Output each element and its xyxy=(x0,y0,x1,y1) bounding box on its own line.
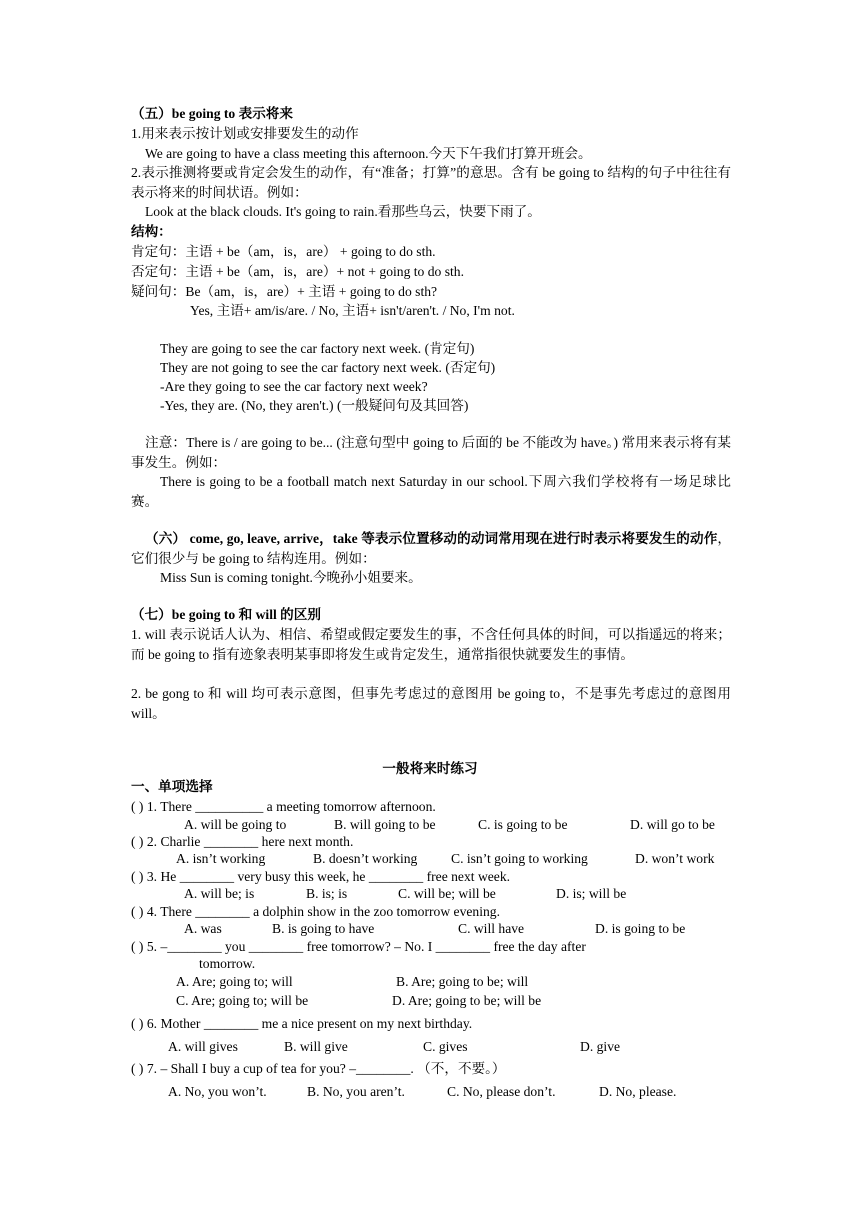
section-6-example: Miss Sun is coming tonight.今晚孙小姐要来。 xyxy=(160,570,422,585)
negative-structure: 否定句：主语 + be（am，is，are）+ not + going to do sth. xyxy=(131,264,464,279)
question-3-stem: ( ) 3. He ________ very busy this week, he ________ free next week. xyxy=(131,869,511,884)
question-7-stem: ( ) 7. – Shall I buy a cup of tea for you? –________. （不，不要。） xyxy=(131,1061,506,1076)
question-4-option-c[interactable]: C. will have xyxy=(458,921,525,936)
section-6-text: ，它们很少与 be going to 结构连用。例如： xyxy=(131,531,731,566)
section-5-point-1: 1.用来表示按计划或安排要发生的动作 xyxy=(131,126,359,141)
question-5-option-d[interactable]: D. Are; going to be; will be xyxy=(392,993,542,1008)
question-structure: 疑问句：Be（am，is，are）+ 主语 + going to do sth? xyxy=(131,284,438,299)
question-5-stem-continued: tomorrow. xyxy=(199,956,256,971)
structure-label: 结构： xyxy=(131,224,172,239)
question-6-option-d[interactable]: D. give xyxy=(580,1039,621,1054)
example-affirmative: They are going to see the car factory next week. (肯定句) xyxy=(160,341,475,356)
question-5-option-a[interactable]: A. Are; going to; will xyxy=(176,974,293,989)
question-3-option-b[interactable]: B. is; is xyxy=(306,886,348,901)
question-3-option-a[interactable]: A. will be; is xyxy=(184,886,255,901)
note-example: There is going to be a football match next Saturday in our school.下周六我们学校将有一场足球比赛。 xyxy=(131,474,731,509)
question-2-option-b[interactable]: B. doesn’t working xyxy=(313,851,418,866)
exercise-title: 一般将来时练习 xyxy=(382,761,478,776)
question-1-option-a[interactable]: A. will be going to xyxy=(184,817,287,832)
question-2-option-a[interactable]: A. isn’t working xyxy=(176,851,266,866)
section-5-example-1: We are going to have a class meeting this afternoon.今天下午我们打算开班会。 xyxy=(145,146,592,161)
example-question: -Are they going to see the car factory next week? xyxy=(160,379,428,394)
question-6-stem: ( ) 6. Mother ________ me a nice present on my next birthday. xyxy=(131,1016,473,1031)
question-2-option-c[interactable]: C. isn’t going to working xyxy=(451,851,588,866)
question-4-option-a[interactable]: A. was xyxy=(184,921,222,936)
question-3-option-d[interactable]: D. is; will be xyxy=(556,886,627,901)
question-1-stem: ( ) 1. There __________ a meeting tomorrow afternoon. xyxy=(131,799,436,814)
question-1-option-d[interactable]: D. will go to be xyxy=(630,817,715,832)
section-7-point-1: 1. will 表示说话人认为、相信、希望或假定要发生的事，不含任何具体的时间，可以指遥远的将来；而 be going to 指有迹象表明某事即将发生或肯定发生，通常指很快就要发生的事情。 xyxy=(131,627,731,662)
exercise-section-title: 一、单项选择 xyxy=(131,779,213,794)
question-4-stem: ( ) 4. There ________ a dolphin show in the zoo tomorrow evening. xyxy=(131,904,500,919)
question-6-option-b[interactable]: B. will give xyxy=(284,1039,348,1054)
question-7-option-b[interactable]: B. No, you aren’t. xyxy=(307,1084,405,1099)
question-5-option-c[interactable]: C. Are; going to; will be xyxy=(176,993,309,1008)
question-5-stem: ( ) 5. –________ you ________ free tomorrow? – No. I ________ free the day after xyxy=(131,939,586,954)
question-4-option-d[interactable]: D. is going to be xyxy=(595,921,686,936)
section-6-paragraph xyxy=(131,529,731,568)
section-5-title: （五）be going to 表示将来 xyxy=(131,106,293,121)
example-negative: They are not going to see the car factory next week. (否定句) xyxy=(160,360,496,375)
question-7-option-d[interactable]: D. No, please. xyxy=(599,1084,677,1099)
note-paragraph: 注意：There is / are going to be... (注意句型中 going to 后面的 be 不能改为 have。) 常用来表示将有某事发生。例如： xyxy=(131,435,731,470)
question-2-option-d[interactable]: D. won’t work xyxy=(635,851,715,866)
question-3-option-c[interactable]: C. will be; will be xyxy=(398,886,496,901)
affirmative-structure: 肯定句：主语 + be（am，is，are） + going to do sth. xyxy=(131,244,436,259)
question-7-option-c[interactable]: C. No, please don’t. xyxy=(447,1084,556,1099)
question-6-option-a[interactable]: A. will gives xyxy=(168,1039,238,1054)
question-6-option-c[interactable]: C. gives xyxy=(423,1039,468,1054)
question-2-stem: ( ) 2. Charlie ________ here next month. xyxy=(131,834,354,849)
question-4-option-b[interactable]: B. is going to have xyxy=(272,921,375,936)
section-6-bold-text: （六） come, go, leave, arrive，take 等表示位置移动的动词常用现在进行时表示将要发生的动作 xyxy=(145,531,718,546)
section-7-point-2: 2. be gong to 和 will 均可表示意图，但事先考虑过的意图用 be going to，不是事先考虑过的意图用 will。 xyxy=(131,686,731,721)
section-5-example-2: Look at the black clouds. It's going to rain.看那些乌云，快要下雨了。 xyxy=(145,204,541,219)
question-1-option-b[interactable]: B. will going to be xyxy=(334,817,436,832)
question-1-option-c[interactable]: C. is going to be xyxy=(478,817,568,832)
question-5-option-b[interactable]: B. Are; going to be; will xyxy=(396,974,529,989)
example-answer: -Yes, they are. (No, they aren't.) (一般疑问句及其回答) xyxy=(160,398,469,413)
answer-structure: Yes, 主语+ am/is/are. / No, 主语+ isn't/aren't. / No, I'm not. xyxy=(190,303,515,318)
section-5-point-2: 2.表示推测将要或肯定会发生的动作，有“准备；打算”的意思。含有 be going to 结构的句子中往往有表示将来的时间状语。例如： xyxy=(131,165,731,200)
question-7-option-a[interactable]: A. No, you won’t. xyxy=(168,1084,267,1099)
section-7-title: （七）be going to 和 will 的区别 xyxy=(131,607,321,622)
